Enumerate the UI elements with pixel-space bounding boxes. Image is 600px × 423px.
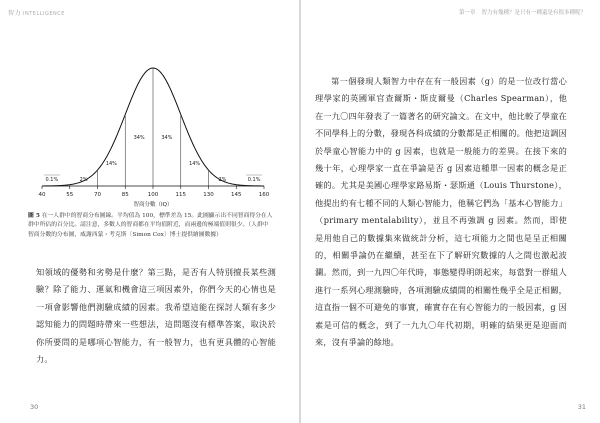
x-tick-label: 55	[66, 192, 74, 198]
x-tick-label: 115	[175, 192, 186, 198]
band-percent-label: 14%	[105, 160, 117, 167]
x-axis-label: 智商分數（IQ）	[133, 202, 173, 208]
band-percent-label: 14%	[189, 160, 201, 167]
figure-caption	[28, 212, 274, 240]
band-percent-label: 34%	[161, 135, 173, 142]
header-book-title: 智力	[8, 10, 22, 17]
x-tick-label: 40	[38, 192, 46, 198]
page-number-left: 30	[30, 403, 39, 411]
x-tick-label: 100	[147, 192, 159, 198]
band-percent-label: 34%	[133, 135, 145, 142]
x-tick-label: 85	[121, 192, 129, 198]
header-chapter: 第一章	[458, 10, 476, 16]
x-tick-label: 130	[203, 192, 214, 198]
band-percent-label: 2%	[79, 177, 88, 183]
figure-caption-text: 在一人群中的智商分布圖線。平均值為 100，標準差為 15。此圖顯示出不同智商得分在人群中所佔的百分比。請注意，多數人的智商都在平均值附近，而兩邊的極端值則很少。（人群中智商分數的分布圖，威謝西蒙・考克斯〔Simon Cox〕博士提供繪圖數據）	[28, 213, 273, 238]
left-body-paragraph: 知領域的優勢和劣勢是什麼？第三點，是否有人特別擅長某些測驗？除了能力、運氣和機會這三項因素外，你們今天的心情也是一項會影響他們測驗成績的因素。我希望這能在探討人類有多少認知能力的問題時帶來一些想法，這問題沒有標準答案，取決於你所要問的是哪項心智能力，有一般智力，也有更具體的心智能力。	[36, 267, 276, 365]
header-book-subtitle: INTELLIGENCE	[23, 11, 65, 17]
band-percent-label: 0.1%	[247, 177, 261, 183]
right-page	[301, 0, 600, 423]
running-header-left	[8, 8, 65, 17]
band-percent-label: 0.1%	[45, 177, 59, 183]
figure-label: 圖 5	[28, 213, 40, 219]
band-percent-label: 2%	[218, 177, 227, 183]
right-body-text: 第一個發現人類智力中存在有一般因素（g）的是一位改行當心理學家的英國軍官查爾斯・斯皮爾曼（Charles Spearman），他在一九〇四年發表了一篇著名的研究論文。在文中，他比較了學童在不同學科上的分數，發現各科成績的分數都是正相關的。他把這調因於學童心智能力中的 g 因素，也就是一般能力的差異。在接下來的幾十年，心理學家一直在爭論是否 g 因素這種單一因素的概念是正確的。尤其是美國心理學家路易斯・瑟斯通（Louis Thurstone），他提出約有七種不同的人類心智能力，他稱它們為「基本心智能力」（primary mentalability），並且不再強調 g 因素。然而，即使是用他自己的數據集來做統計分析，這七項能力之間也是呈正相關的，相關爭論仍在繼續，甚至在下了解研究數據的人之間也激起波瀾。然而，到一九四〇年代時，事態變得明朗起來，每當對一群組人進行一系列心理測驗時，各項測驗成績間的相關性幾乎全是正相關，這直指一個不可避免的事實，確實存在有心智能力的一般因素，g 因素是可信的概念，到了一九九〇年代初期，明確的結果更是迎面而來，沒有爭論的餘地。	[315, 76, 567, 348]
header-chapter-title: 智力有幾種？是只有一種還是有很多種呢？	[481, 10, 586, 16]
iq-distribution-chart	[28, 60, 278, 210]
bell-curve-svg	[28, 60, 278, 210]
left-page	[0, 0, 299, 423]
x-tick-label: 70	[94, 192, 101, 198]
running-header-right	[459, 8, 586, 16]
right-body-paragraph	[315, 73, 567, 352]
x-tick-label: 145	[231, 192, 242, 198]
page-number-right: 31	[577, 403, 586, 411]
x-tick-label: 160	[258, 192, 270, 198]
